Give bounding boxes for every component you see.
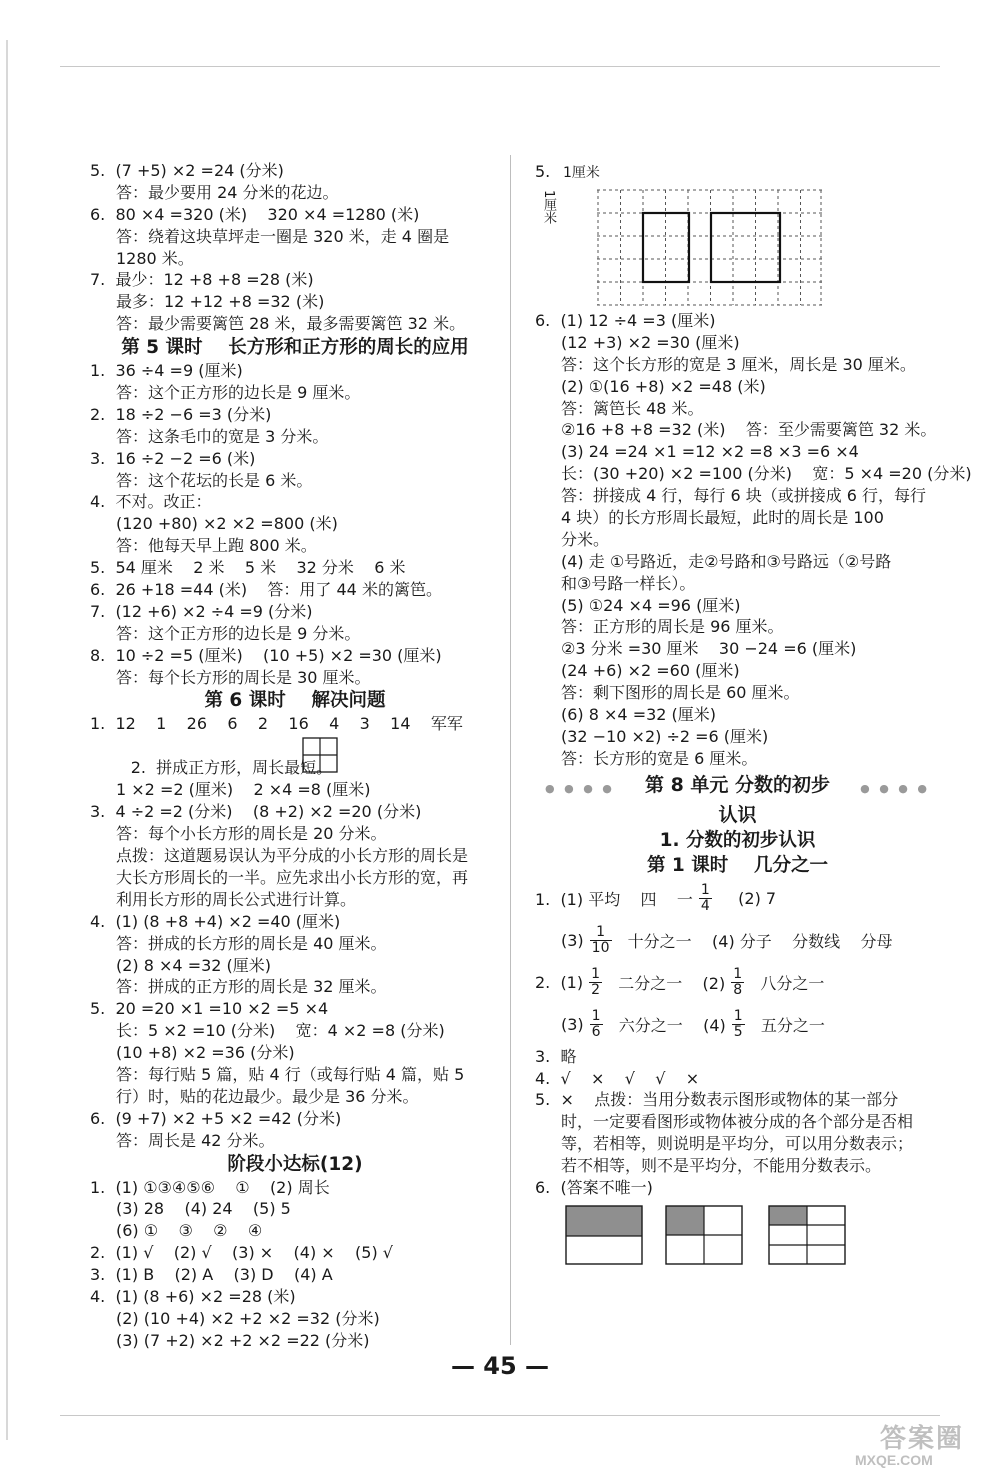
answer-text: 十分之一 (4) 分子 分数线 分母	[617, 932, 893, 952]
answer-line: (5) ①24 ×4 =96 (厘米)	[561, 595, 741, 615]
right-block-1	[535, 310, 972, 770]
answer-line: 7. 最少：12 +8 +8 =28 (米)	[90, 270, 314, 290]
right-column	[535, 160, 972, 1279]
answer-line: 3. 16 ÷2 −2 =6 (米)	[90, 448, 256, 468]
answer-line: 最多：12 +12 +8 =32 (米)	[116, 292, 325, 312]
lesson-heading: 第 1 课时 几分之一	[646, 854, 829, 876]
answer-line: 4. √ × √ √ ×	[535, 1068, 700, 1088]
grid-figure-q5	[535, 160, 940, 310]
answer-text: (3)	[561, 1015, 584, 1035]
square-shape	[711, 213, 780, 282]
shape-sixth	[768, 1205, 848, 1267]
answer-line: ②3 分米 =30 厘米 30 −24 =6 (厘米)	[561, 639, 857, 659]
answer-line: 7. (12 +6) ×2 ÷4 =9 (分米)	[90, 601, 313, 621]
answer-text: 2. (1)	[535, 973, 584, 993]
answer-line: 8. 10 ÷2 =5 (厘米) (10 +5) ×2 =30 (厘米)	[90, 645, 442, 665]
section-heading: 第 6 课时 解决问题	[204, 690, 386, 712]
answer-line: 长：5 ×2 =10 (分米) 宽：4 ×2 =8 (分米)	[116, 1021, 445, 1041]
answer-line: (24 +6) ×2 =60 (厘米)	[561, 661, 740, 681]
answer-line: 答：他每天早上跑 800 米。	[116, 536, 317, 556]
answer-text: (3)	[561, 931, 584, 951]
fraction-row	[535, 1004, 940, 1046]
answer-line: (2) 8 ×4 =32 (厘米)	[116, 955, 272, 975]
answer-line: 大长方形周长的一半。应先求出小长方形的宽，再	[116, 867, 469, 887]
watermark-site: MXQE.COM	[855, 1452, 933, 1468]
right-block-2	[535, 1046, 940, 1199]
answer-line: (2) (10 +4) ×2 +2 ×2 =32 (分米)	[116, 1308, 380, 1328]
numerator: 1	[733, 966, 743, 983]
answer-line: 分米。	[561, 529, 610, 549]
numerator: 1	[700, 882, 710, 899]
answer-line: 1. 36 ÷4 =9 (厘米)	[90, 361, 243, 381]
sub-heading: 1. 分数的初步认识	[659, 829, 816, 851]
answer-line: 6. (1) 12 ÷4 =3 (厘米)	[535, 311, 716, 330]
answer-line: 2. 18 ÷2 −6 =3 (分米)	[90, 404, 272, 424]
answer-line: (10 +8) ×2 =36 (分米)	[116, 1043, 295, 1063]
answer-line: 答：这个长方形的宽是 3 厘米，周长是 30 厘米。	[561, 354, 916, 374]
question-number: 5.	[535, 162, 551, 181]
answer-line: 点拨：这道题易误认为平分成的小长方形的周长是	[116, 846, 469, 866]
left-block-4	[90, 1177, 500, 1352]
answer-line: (6) 8 ×4 =32 (厘米)	[561, 705, 717, 725]
answer-line: 答：每个小长方形的周长是 20 分米。	[116, 824, 387, 844]
fraction	[590, 925, 612, 956]
answer-line: 5. (7 +5) ×2 =24 (分米)	[90, 161, 284, 180]
answer-line: 4. 不对。改正：	[90, 492, 212, 512]
answer-text: 二分之一 (2)	[608, 974, 726, 994]
answer-line: (3) 24 =24 ×1 =12 ×2 =8 ×3 =6 ×4	[561, 442, 859, 462]
answer-line: 答：最少要用 24 分米的花边。	[116, 182, 339, 202]
answer-line: 答：这个花坛的长是 6 米。	[116, 470, 313, 490]
answer-line: 答：每个长方形的周长是 30 厘米。	[116, 667, 371, 687]
rectangle-shape	[643, 213, 689, 282]
answer-text: 八分之一	[750, 974, 825, 994]
bottom-rule	[60, 1415, 940, 1416]
denominator: 6	[591, 1024, 601, 1041]
page-number: — 45 —	[450, 1352, 550, 1380]
fraction	[590, 1009, 603, 1040]
numerator: 1	[733, 1008, 743, 1025]
denominator: 5	[733, 1024, 743, 1041]
square-figure	[302, 737, 338, 773]
answer-line: (12 +3) ×2 =30 (厘米)	[561, 332, 740, 352]
binding-edge	[6, 40, 8, 1440]
answer-line: 6. (9 +7) ×2 +5 ×2 =42 (分米)	[90, 1108, 342, 1128]
fraction	[589, 967, 602, 998]
answer-text: 五分之一	[750, 1016, 825, 1036]
answer-line: 2. (1) √ (2) √ (3) × (4) × (5) √	[90, 1243, 393, 1263]
answer-line: (120 +80) ×2 ×2 =800 (米)	[116, 514, 338, 534]
answer-line: 3. (1) B (2) A (3) D (4) A	[90, 1265, 333, 1285]
numerator: 1	[591, 966, 601, 983]
answer-line: 行）时，贴的花边最少。最少是 36 分米。	[116, 1086, 419, 1106]
fraction-answers	[535, 878, 940, 1046]
answer-line: 答：剩下图形的周长是 60 厘米。	[561, 683, 800, 703]
answer-line: 答：拼成的长方形的周长是 40 厘米。	[116, 933, 387, 953]
answer-line: (2) ①(16 +8) ×2 =48 (米)	[561, 376, 766, 396]
answer-text: 2. 拼成正方形，周长最短。	[130, 758, 333, 778]
denominator: 10	[591, 940, 610, 957]
fraction-shapes	[535, 1199, 940, 1279]
grid-label-side: 1厘米	[541, 190, 556, 225]
answer-line: 答：这个正方形的边长是 9 厘米。	[116, 383, 361, 403]
watermark-logo: 答案圈	[880, 1423, 965, 1453]
fraction-row	[535, 878, 940, 920]
answer-line: 答：长方形的宽是 6 厘米。	[561, 748, 758, 768]
answer-line: 长：(30 +20) ×2 =100 (分米) 宽：5 ×4 =20 (分米)	[561, 464, 972, 484]
left-column	[90, 160, 500, 1352]
answer-line: (3) 28 (4) 24 (5) 5	[116, 1199, 291, 1219]
section-heading: 第 5 课时 长方形和正方形的周长的应用	[121, 337, 469, 359]
answer-line: 6. 80 ×4 =320 (米) 320 ×4 =1280 (米)	[90, 204, 420, 224]
answer-line: 若不相等，则不是平均分，不能用分数表示。	[561, 1156, 882, 1176]
answer-line: 答：拼接成 4 行，每行 6 块（或拼接成 6 行，每行	[561, 486, 927, 506]
answer-line: 答：周长是 42 分米。	[116, 1130, 275, 1150]
answer-line: 1. (1) ①③④⑤⑥ ① (2) 周长	[90, 1177, 330, 1197]
answer-line: 答：拼成的正方形的周长是 32 厘米。	[116, 977, 387, 997]
answer-line: 5. 54 厘米 2 米 5 米 32 分米 6 米	[90, 558, 406, 578]
answer-text: 六分之一 (4)	[608, 1016, 726, 1036]
answer-text: 1. (1) 平均 四 一	[535, 890, 693, 910]
denominator: 2	[591, 982, 601, 999]
answer-line: 等，若相等，则说明是平均分，可以用分数表示；	[561, 1134, 914, 1154]
answer-line-with-figure	[90, 735, 500, 779]
unit-title-line-1: 第 8 单元 分数的初步	[644, 773, 831, 796]
answer-line: 时，一定要看图形或物体被分成的各个部分是否相	[561, 1112, 914, 1132]
unit-title	[535, 770, 940, 828]
shape-quarter	[665, 1205, 745, 1267]
denominator: 4	[700, 898, 710, 915]
answer-line: (4) 走 ①号路近，走②号路和③号路远（②号路	[561, 551, 892, 571]
top-rule	[60, 66, 940, 67]
answer-line: 5. × 点拨：当用分数表示图形或物体的某一部分	[535, 1090, 899, 1110]
answer-line: 6. 26 +18 =44 (米) 答：用了 44 米的篱笆。	[90, 580, 442, 600]
left-block-3	[90, 713, 500, 1151]
answer-line: 答：绕着这块草坪走一圈是 320 米，走 4 圈是	[116, 226, 450, 246]
decor-dots-left: ● ● ● ●	[545, 781, 615, 795]
answer-line: 5. 20 =20 ×1 =10 ×2 =5 ×4	[90, 999, 329, 1019]
answer-line: (3) (7 +2) ×2 +2 ×2 =22 (分米)	[116, 1330, 370, 1350]
column-divider	[510, 155, 511, 1345]
fraction	[732, 1009, 745, 1040]
answer-line: 答：正方形的周长是 96 厘米。	[561, 617, 784, 637]
shape-half	[565, 1205, 645, 1267]
answer-line: 答：每行贴 5 篇，贴 4 行（或每行贴 4 篇，贴 5	[116, 1064, 465, 1084]
dotted-grid	[597, 188, 827, 308]
answer-line: (32 −10 ×2) ÷2 =6 (厘米)	[561, 726, 769, 746]
denominator: 8	[733, 982, 743, 999]
left-block-1	[90, 160, 500, 335]
answer-line: 1280 米。	[116, 248, 194, 268]
answer-line: 1. 12 1 26 6 2 16 4 3 14 军军	[90, 714, 463, 734]
numerator: 1	[591, 1008, 601, 1025]
section-heading: 阶段小达标(12)	[227, 1153, 363, 1175]
answer-text: (2) 7	[717, 889, 777, 909]
answer-line: 4 块）的长方形周长最短，此时的周长是 100	[561, 508, 884, 528]
answer-line: 3. 略	[535, 1046, 577, 1066]
answer-line: 1 ×2 =2 (厘米) 2 ×4 =8 (厘米)	[116, 780, 371, 800]
left-block-2	[90, 360, 500, 688]
answer-line: 3. 4 ÷2 =2 (分米) (8 +2) ×2 =20 (分米)	[90, 802, 422, 822]
answer-line: 答：最少需要篱笆 28 米，最多需要篱笆 32 米。	[116, 314, 466, 334]
answer-line: ②16 +8 +8 =32 (米) 答：至少需要篱笆 32 米。	[561, 420, 937, 440]
answer-line: 和③号路一样长）。	[561, 573, 696, 593]
fraction-row	[535, 962, 940, 1004]
answer-line: 利用长方形的周长公式进行计算。	[116, 889, 357, 909]
answer-line: 6. (答案不唯一)	[535, 1178, 653, 1198]
answer-line: 4. (1) (8 +6) ×2 =28 (米)	[90, 1286, 296, 1306]
answer-line: 答：这条毛巾的宽是 3 分米。	[116, 426, 329, 446]
fraction	[731, 967, 744, 998]
answer-line: 4. (1) (8 +8 +4) ×2 =40 (厘米)	[90, 911, 341, 931]
answer-line: 答：这个正方形的边长是 9 分米。	[116, 623, 361, 643]
grid-label-top: 1厘米	[563, 165, 600, 181]
numerator: 1	[596, 924, 606, 941]
fraction-row	[535, 920, 940, 962]
answer-line: (6) ① ③ ② ④	[116, 1221, 263, 1241]
decor-dots-right: ● ● ● ●	[860, 781, 930, 795]
unit-title-line-2: 认识	[718, 803, 757, 826]
answer-line: 答：篱笆长 48 米。	[561, 398, 704, 418]
fraction	[699, 883, 712, 914]
